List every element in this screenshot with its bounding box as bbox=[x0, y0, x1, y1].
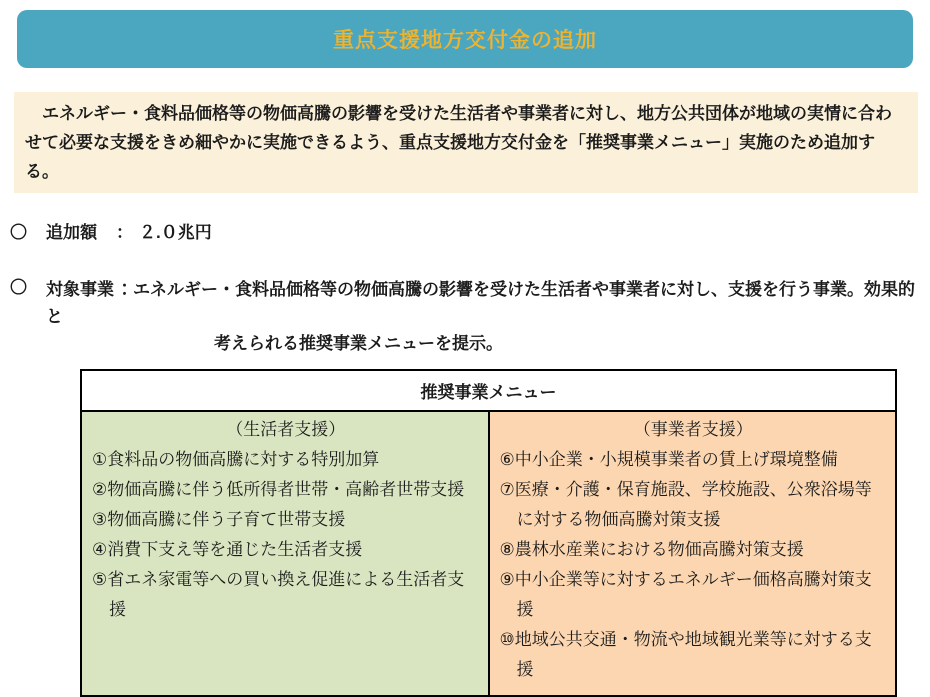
intro-box bbox=[14, 92, 918, 193]
circle-bullet-marker: 〇 bbox=[10, 223, 27, 242]
amount-label: 追加額 bbox=[46, 223, 97, 242]
column-consumer-support bbox=[82, 412, 488, 695]
intro-text: エネルギー・食料品価格等の物価高騰の影響を受けた生活者や事業者に対し、地方公共団体が地域の実情に合わせて必要な支援をきめ細やかに実施できるよう、重点支援地方交付金を「推奨事業メニュー」実施のため追加する。 bbox=[25, 104, 892, 181]
title-banner bbox=[17, 10, 913, 68]
menu-item: ①食料品の物価高騰に対する特別加算 bbox=[92, 450, 380, 469]
menu-item: ⑩地域公共交通・物流や地域観光業等に対する支援 bbox=[499, 630, 872, 679]
menu-item: ⑥中小企業・小規模事業者の賃上げ環境整備 bbox=[499, 450, 838, 469]
menu-item: ⑦医療・介護・保育施設、学校施設、公衆浴場等に対する物価高騰対策支援 bbox=[499, 480, 872, 529]
amount-value: ２.０兆円 bbox=[139, 223, 212, 242]
circle-bullet-marker: 〇 bbox=[10, 278, 27, 297]
consumer-column-header: （生活者支援） bbox=[226, 420, 346, 439]
menu-item: ③物価高騰に伴う子育て世帯支援 bbox=[92, 510, 346, 529]
target-colon: ： bbox=[116, 280, 133, 299]
target-line2: 考えられる推奨事業メニューを提示。 bbox=[214, 334, 503, 353]
menu-item: ④消費下支え等を通じた生活者支援 bbox=[92, 540, 363, 559]
recommended-menu-table bbox=[80, 369, 897, 697]
column-business-support bbox=[488, 412, 896, 695]
page-title: 重点支援地方交付金の追加 bbox=[333, 29, 597, 52]
amount-colon: ： bbox=[116, 223, 133, 242]
target-text bbox=[46, 276, 930, 357]
document-page bbox=[0, 10, 930, 697]
target-line1 bbox=[46, 276, 930, 330]
menu-item: ⑤省エネ家電等への買い換え促進による生活者支援 bbox=[92, 570, 465, 619]
menu-item: ②物価高騰に伴う低所得者世帯・高齢者世帯支援 bbox=[92, 480, 465, 499]
bullet-amount-row bbox=[10, 221, 930, 245]
target-label: 対象事業 bbox=[46, 280, 114, 299]
target-description: エネルギー・食料品価格等の物価高騰の影響を受けた生活者や事業者に対し、支援を行う事業。効果的と bbox=[46, 280, 915, 326]
menu-item: ⑨中小企業等に対するエネルギー価格高騰対策支援 bbox=[499, 570, 872, 619]
table-columns bbox=[82, 412, 895, 695]
business-column-header: （事業者支援） bbox=[633, 420, 753, 439]
bullet-target-row bbox=[10, 276, 930, 357]
bullet-list bbox=[10, 221, 930, 357]
menu-item: ⑧農林水産業における物価高騰対策支援 bbox=[499, 540, 804, 559]
table-title: 推奨事業メニュー bbox=[82, 371, 895, 412]
